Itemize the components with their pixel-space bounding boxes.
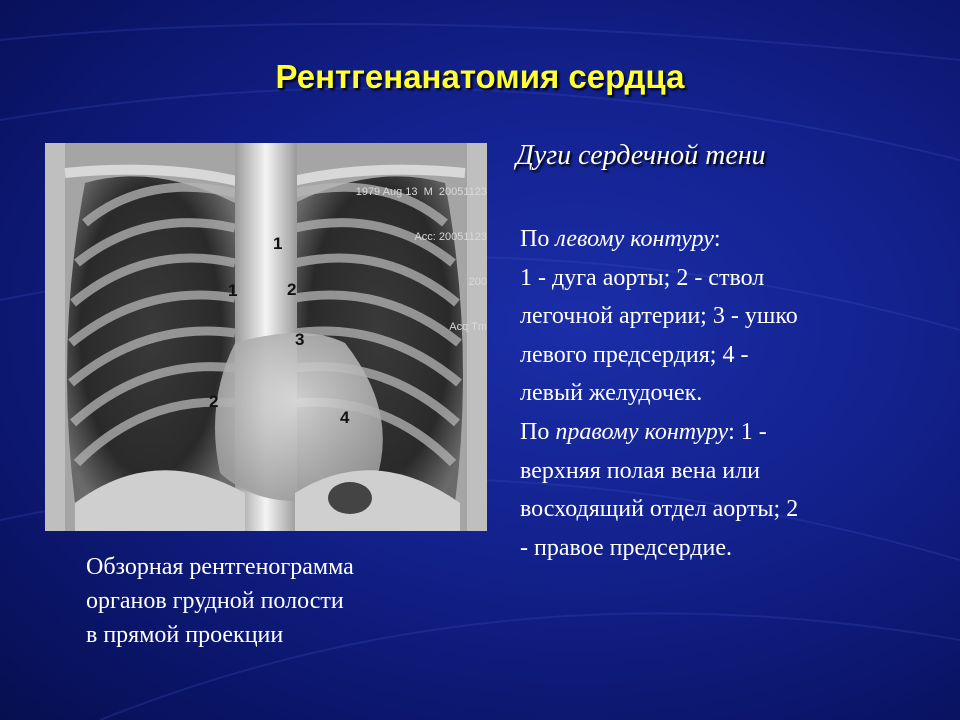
contour-description (520, 220, 920, 567)
left-contour-line: левого предсердия; 4 - (520, 341, 749, 368)
xray-meta-line: Acc: 20051123 (414, 231, 487, 243)
caption-line: в прямой проекции (86, 622, 284, 648)
right-contour-heading (520, 413, 920, 452)
slide-title: Рентгенанатомия сердца (275, 58, 685, 95)
xray-metadata (356, 155, 487, 365)
marker-right-2: 2 (209, 392, 219, 411)
left-colon: : (713, 226, 721, 252)
left-contour-label: левому контуру (555, 226, 714, 252)
xray-caption (86, 550, 466, 652)
right-contour-label: правому контуру (555, 418, 729, 445)
left-contour-heading (520, 220, 920, 259)
left-contour-line: 1 - дуга аорты; 2 - ствол (520, 264, 765, 291)
chest-xray-image (45, 143, 487, 531)
caption-line: органов грудной полости (86, 588, 344, 614)
left-contour-line: легочной артерии; 3 - ушко (520, 303, 798, 330)
right-tail: : 1 - (728, 418, 767, 445)
right-contour-line: - правое предсердие. (520, 534, 732, 561)
left-contour-line: левый желудочек. (520, 380, 703, 407)
marker-left-1: 1 (273, 234, 283, 253)
left-intro: По (520, 226, 556, 252)
xray-meta-line: 200 (468, 276, 487, 288)
caption-line: Обзорная рентгенограмма (86, 554, 354, 580)
xray-meta-line: Acq Tm (449, 321, 487, 333)
slide-subtitle: Дуги сердечной тени (516, 140, 766, 171)
right-contour-line: верхняя полая вена или (520, 457, 760, 484)
right-intro: По (520, 418, 556, 445)
marker-left-2: 2 (287, 280, 297, 299)
marker-right-1: 1 (228, 281, 238, 300)
xray-meta-line: 1979 Aug 13 M 20051123 (355, 186, 487, 198)
marker-left-4: 4 (340, 408, 350, 427)
right-contour-line: восходящий отдел аорты; 2 (520, 496, 799, 523)
marker-left-3: 3 (295, 330, 305, 349)
